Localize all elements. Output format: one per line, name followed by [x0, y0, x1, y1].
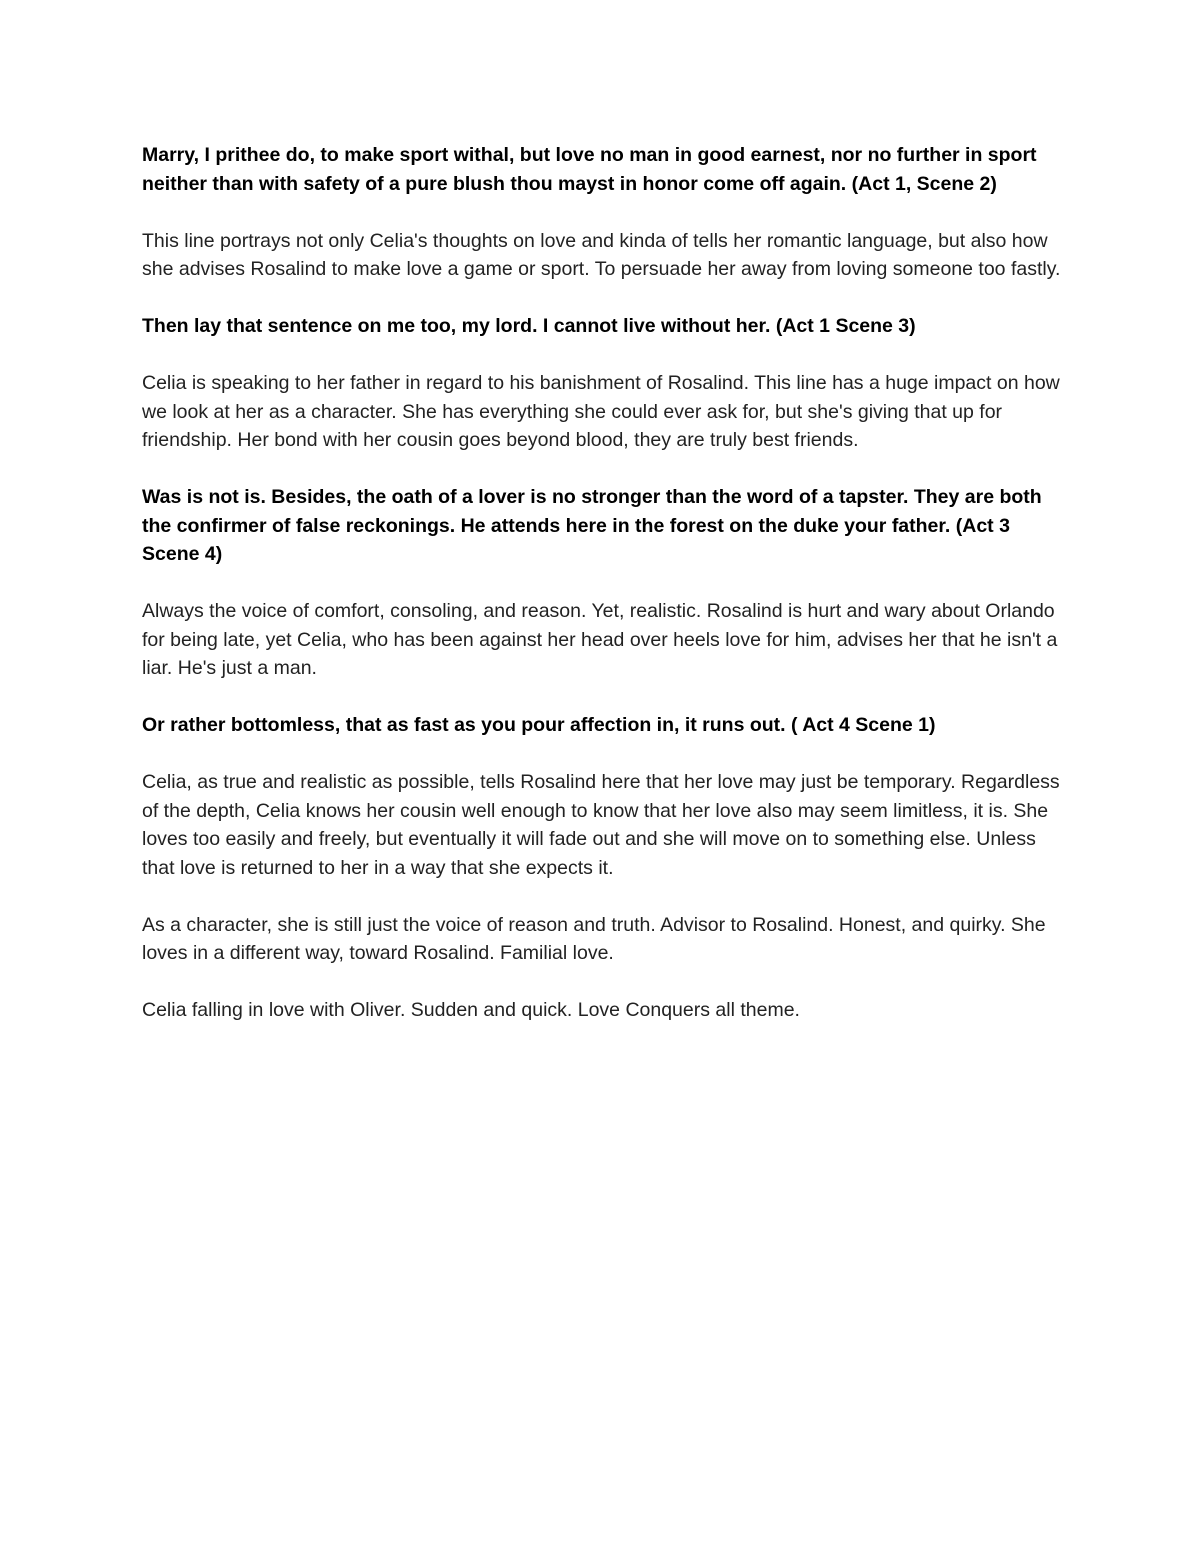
- quote-act4-scene1: Or rather bottomless, that as fast as you pour affection in, it runs out. ( Act 4 Scene 1): [142, 714, 936, 736]
- commentary-paragraph: Celia is speaking to her father in regard to his banishment of Rosalind. This line has a huge impact on how we look at her as a character. She has everything she could ever ask for, but she's giving that up for friendship. Her bond with her cousin goes beyond blood, they are truly best friends.: [142, 372, 1060, 451]
- commentary-paragraph: This line portrays not only Celia's thoughts on love and kinda of tells her romantic language, but also how she advises Rosalind to make love a game or sport. To persuade her away from loving someone too fastly.: [142, 229, 1061, 280]
- document-body: [142, 141, 1072, 1053]
- quote-act1-scene3: Then lay that sentence on me too, my lord. I cannot live without her. (Act 1 Scene 3): [142, 315, 916, 337]
- quote-act3-scene4: Was is not is. Besides, the oath of a lover is no stronger than the word of a tapster. They are both the confirmer of false reckonings. He attends here in the forest on the duke your father. (Act 3 Scene 4): [142, 486, 1042, 565]
- commentary-paragraph: Always the voice of comfort, consoling, and reason. Yet, realistic. Rosalind is hurt and wary about Orlando for being late, yet Celia, who has been against her head over heels love for him, advises her that he isn't a liar. He's just a man.: [142, 600, 1058, 679]
- closing-paragraph: Celia falling in love with Oliver. Sudden and quick. Love Conquers all theme.: [142, 999, 800, 1021]
- commentary-paragraph: Celia, as true and realistic as possible, tells Rosalind here that her love may just be temporary. Regardless of the depth, Celia knows her cousin well enough to know that her love also may seem limitless, it is. She loves too easily and freely, but eventually it will fade out and she will move on to something else. Unless that love is returned to her in a way that she expects it.: [142, 771, 1060, 879]
- character-summary-paragraph: As a character, she is still just the voice of reason and truth. Advisor to Rosalind. Honest, and quirky. She loves in a different way, toward Rosalind. Familial love.: [142, 913, 1046, 964]
- quote-act1-scene2: Marry, I prithee do, to make sport withal, but love no man in good earnest, nor no further in sport neither than with safety of a pure blush thou mayst in honor come off again. (Act 1, Scene 2): [142, 144, 1037, 195]
